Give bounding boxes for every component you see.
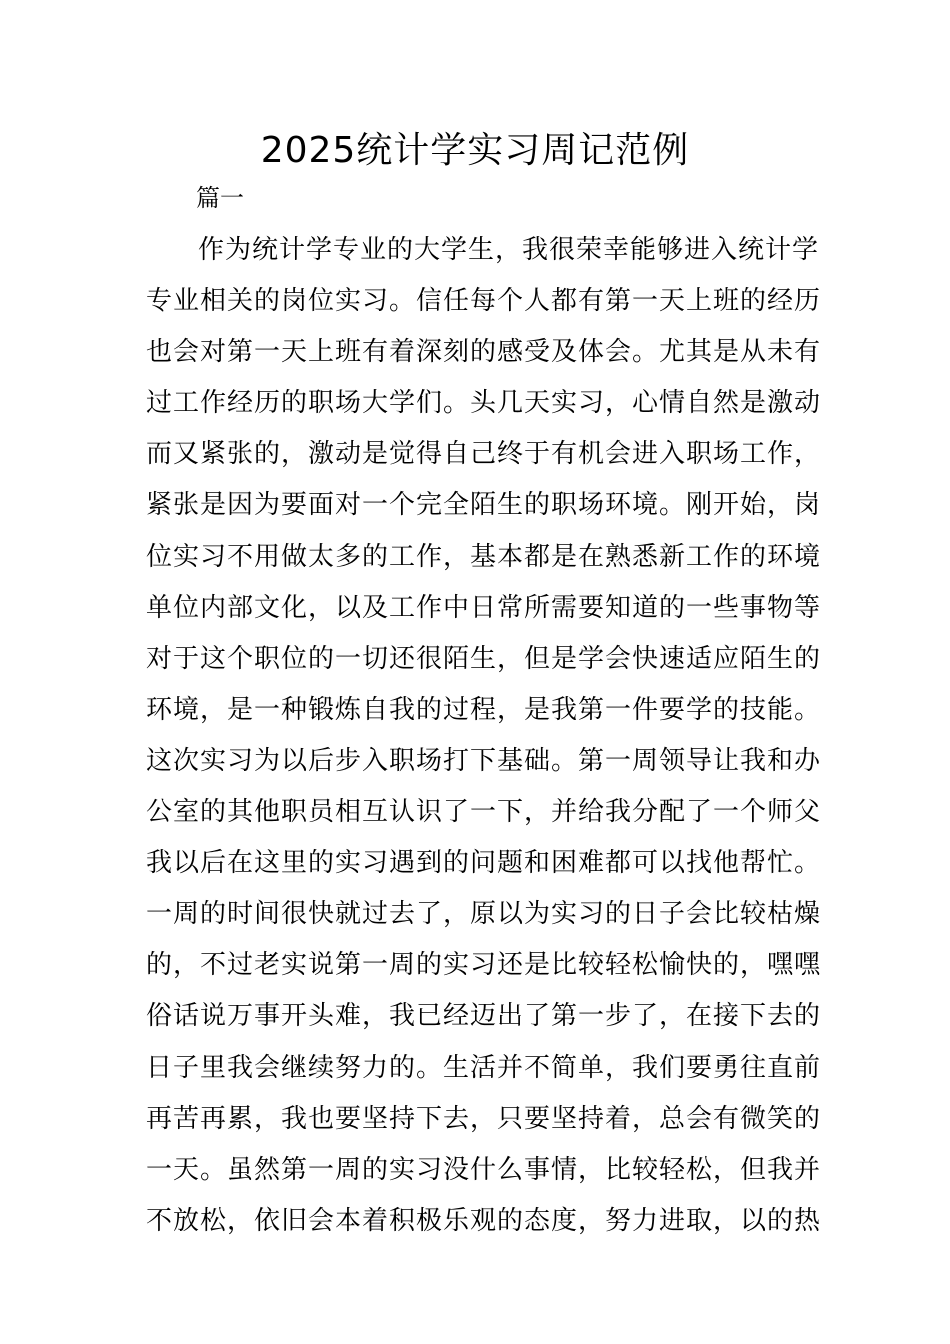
text-line: 环境，是一种锻炼自我的过程，是我第一件要学的技能。 [146,694,822,725]
text-line: 日子里我会继续努力的。生活并不简单，我们要勇往直前 [146,1052,822,1083]
text-line: 公室的其他职员相互认识了一下，并给我分配了一个师父 [146,797,822,828]
text-line: 这次实习为以后步入职场打下基础。第一周领导让我和办 [146,745,822,776]
text-line: 位实习不用做太多的工作，基本都是在熟悉新工作的环境 [146,541,822,572]
body-text [146,232,822,1254]
text-line: 我以后在这里的实习遇到的问题和困难都可以找他帮忙。 [146,848,822,879]
text-line: 一周的时间很快就过去了，原以为实习的日子会比较枯燥 [146,899,822,930]
text-line: 紧张是因为要面对一个完全陌生的职场环境。刚开始，岗 [146,490,822,521]
text-line: 对于这个职位的一切还很陌生，但是学会快速适应陌生的 [146,643,822,674]
text-line: 再苦再累，我也要坚持下去，只要坚持着，总会有微笑的 [146,1103,822,1134]
text-line: 一天。虽然第一周的实习没什么事情，比较轻松，但我并 [146,1154,822,1185]
section-label: 篇一 [196,184,244,212]
text-line: 作为统计学专业的大学生，我很荣幸能够进入统计学 [198,235,820,265]
text-line: 专业相关的岗位实习。信任每个人都有第一天上班的经历 [146,286,822,317]
text-line: 俗话说万事开头难，我已经迈出了第一步了，在接下去的 [146,1001,822,1032]
document-title: 2025统计学实习周记范例 [260,130,690,171]
text-line: 单位内部文化，以及工作中日常所需要知道的一些事物等 [146,592,822,623]
text-line: 过工作经历的职场大学们。头几天实习，心情自然是激动 [146,388,822,419]
text-line: 而又紧张的，激动是觉得自己终于有机会进入职场工作， [146,439,822,470]
text-line: 也会对第一天上班有着深刻的感受及体会。尤其是从未有 [146,337,822,368]
text-line: 的，不过老实说第一周的实习还是比较轻松愉快的，嘿嘿 [146,950,822,981]
text-line: 不放松，依旧会本着积极乐观的态度，努力进取，以的热 [146,1205,822,1236]
